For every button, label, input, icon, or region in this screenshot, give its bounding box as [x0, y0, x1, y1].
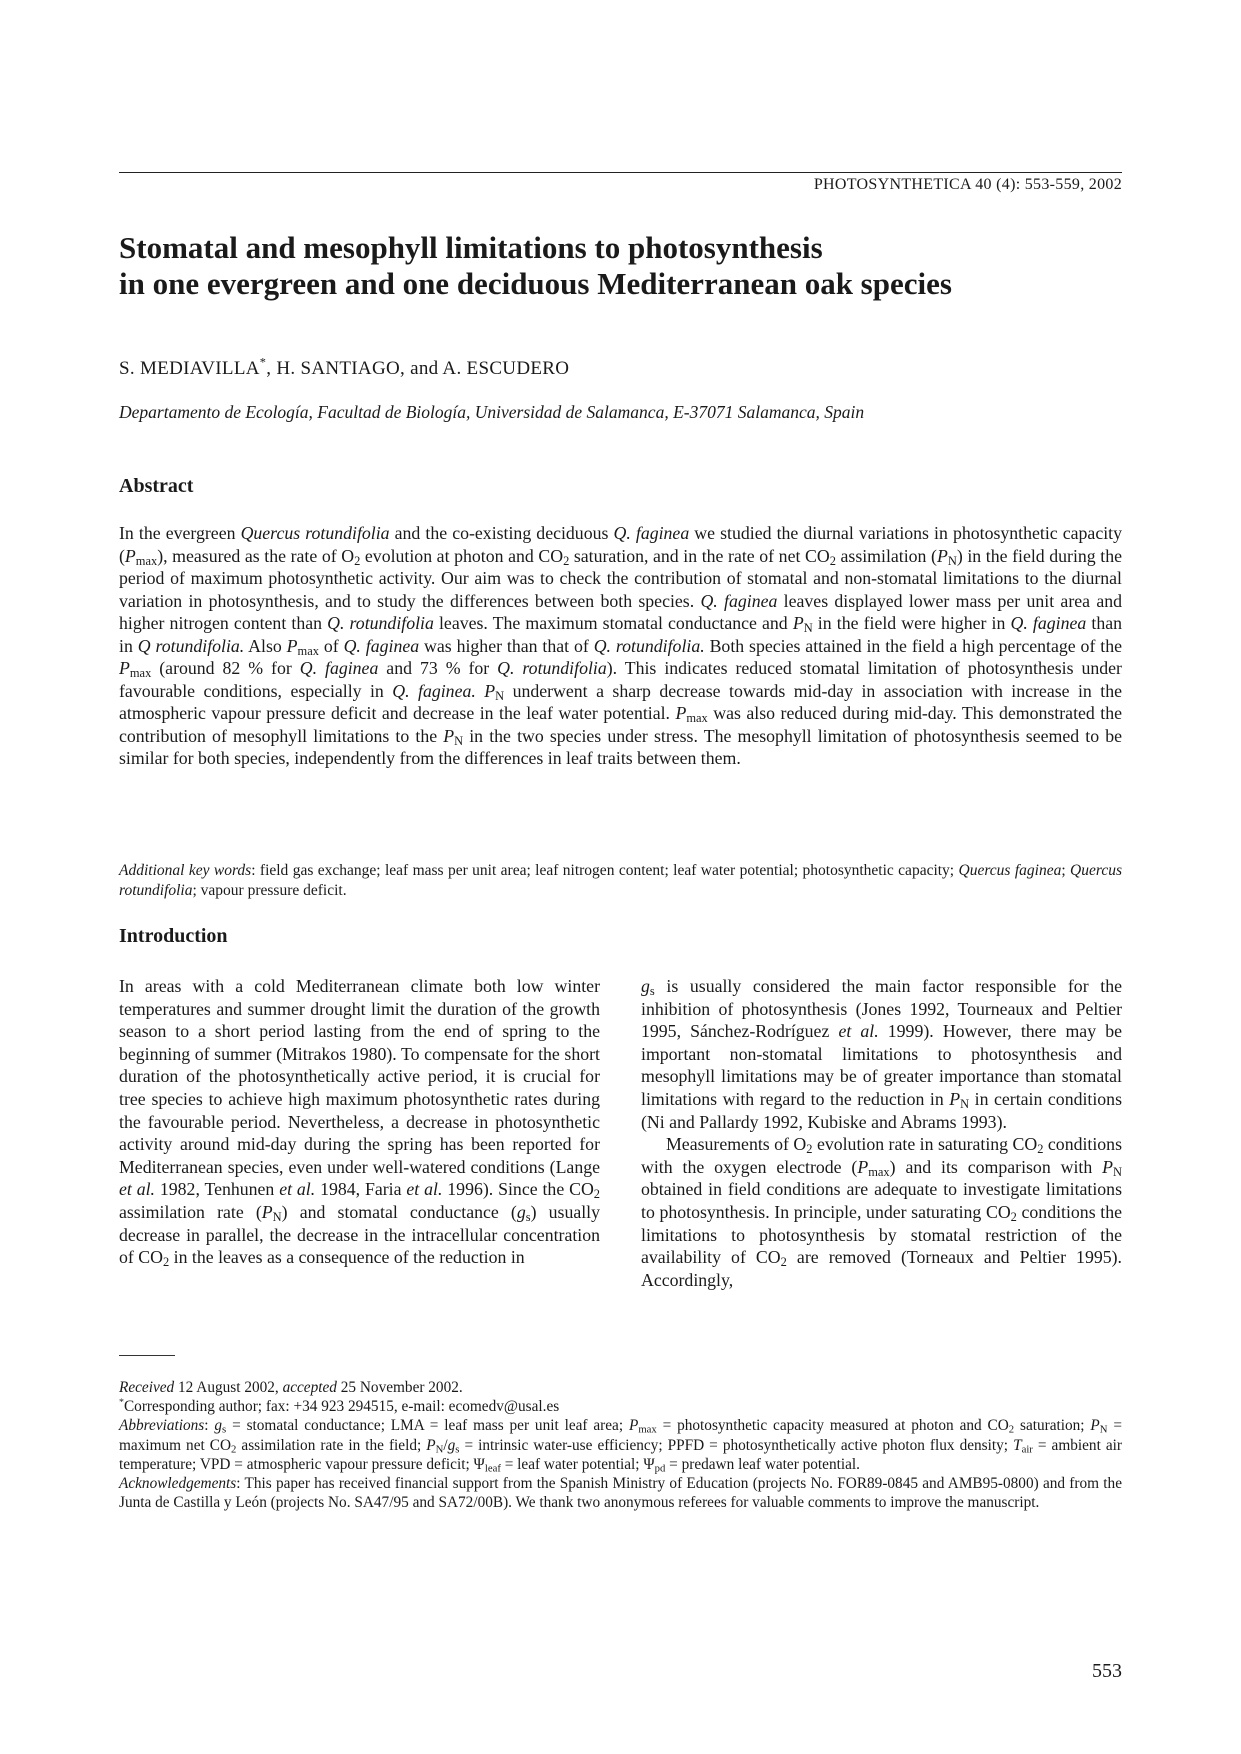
paper-title [119, 230, 1122, 302]
title-line-2: in one evergreen and one deciduous Mediterranean oak species [119, 266, 952, 301]
key-words-label: Additional key words [119, 862, 252, 879]
corresponding-author-note: *Corresponding author; fax: +34 923 294515, e-mail: ecomedv@usal.es [119, 1397, 560, 1416]
intro-column-left [119, 975, 600, 1269]
title-line-1: Stomatal and mesophyll limitations to photosynthesis [119, 230, 823, 265]
intro-column-right [641, 975, 1122, 1291]
abstract-heading: Abstract [119, 475, 194, 497]
author-1: S. MEDIAVILLA [119, 358, 260, 379]
introduction-heading: Introduction [119, 925, 228, 947]
intro-paragraph-1: In areas with a cold Mediterranean climate both low winter temperatures and summer drought limit the duration of the growth season to a short period lasting from the end of spring to the beginning of summer (Mitrakos 1980). To compensate for the short duration of the photosynthetically active period, it is crucial for tree species to achieve high maximum photosynthetic rates during the favourable period. Nevertheless, a decrease in photosynthetic activity around mid-day during the spring has been reported for Mediterranean species, even under well-watered conditions (Lange et al. 1982, Tenhunen et al. 1984, Faria et al. 1996). Since the $CO_2$ assimilation rate $(P_N)$ and stomatal conductance $(g_s)$ usually decrease in parallel, the decrease in the intracellular concentration of $CO_2$ in the leaves as a consequence of the reduction in [119, 976, 601, 1270]
footnote-rule [119, 1355, 175, 1356]
page-number: 553 [1092, 1660, 1122, 1682]
acknowledgements-note: Acknowledgements: This paper has received financial support from the Spanish Ministry of Education (projects No. FOR89-0845 and AMB95-0800) and from the Junta de Castilla y León (projects No. SA47/95 and SA72/00B). We thank two anonymous referees for valuable comments to improve the manuscript. [119, 1475, 1122, 1512]
author-list [119, 355, 570, 380]
intro-paragraph-1-cont: $g_s$ is usually considered the main factor responsible for the inhibition of photosynthesis (Jones 1992, Tourneaux and Peltier 1995, Sánchez-Rodríguez et al. 1999). However, there may be important non-stomatal limitations to photosynthesis and mesophyll limitations may be of greater importance than stomatal limitations with regard to the reduction in $P_N$ in certain conditions (Ni and Pallardy 1992, Kubiske and Abrams 1993). [641, 976, 1122, 1132]
intro-paragraph-2: Measurements of $O_2$ evolution rate in saturating $CO_2$ conditions with the oxygen electrode $(P_{max})$ and its comparison with $P_N$ obtained in field conditions are adequate to investigate limitations to photosynthesis. In principle, under saturating $CO_2$ conditions the limitations to photosynthesis by stomatal restriction of the availability of $CO_2$ are removed (Torneaux and Peltier 1995). Accordingly, [641, 1134, 1122, 1290]
received-note: Received 12 August 2002, accepted 25 November 2002. [119, 1379, 463, 1396]
key-words: Additional key words: field gas exchange; leaf mass per unit area; leaf nitrogen content; leaf water potential; photosynthetic capacity; Quercus faginea; Quercus rotundifolia; vapour pressure deficit. [119, 862, 1122, 899]
footnotes [119, 1378, 1122, 1512]
corresponding-mark: * [259, 355, 267, 370]
journal-reference: PHOTOSYNTHETICA 40 (4): 553-559, 2002 [813, 176, 1122, 193]
affiliation: Departamento de Ecología, Facultad de Biología, Universidad de Salamanca, E-37071 Salamanca, Spain [119, 402, 865, 422]
header-rule [119, 172, 1122, 173]
abbreviations-note: Abbreviations: $g_s$ = stomatal conductance; LMA = leaf mass per unit leaf area; $P_{max}$ = photosynthetic capacity measured at photon and $CO_2$ saturation; $P_N$ = maximum net $CO_2$ assimilation rate in the field; $P_N/g_s$ = intrinsic water-use efficiency; PPFD = photosynthetically active photon flux density; $T_{air}$ = ambient air temperature; VPD = atmospheric vapour pressure deficit; $\Psi_{leaf}$ = leaf water potential; $\Psi_{pd}$ = predawn leaf water potential. [119, 1417, 1123, 1475]
other-authors: , H. SANTIAGO, and A. ESCUDERO [266, 358, 570, 379]
abstract-text: In the evergreen Quercus rotundifolia and the co-existing deciduous Q. faginea we studied the diurnal variations in photosynthetic capacity $(P_{max})$, measured as the rate of $O_2$ evolution at photon and $CO_2$ saturation, and in the rate of net $CO_2$ assimilation $(P_N)$ in the field during the period of maximum photosynthetic activity. Our aim was to check the contribution of stomatal and non-stomatal limitations to the diurnal variation in photosynthesis, and to study the differences between both species. Q. faginea leaves displayed lower mass per unit area and higher nitrogen content than Q. rotundifolia leaves. The maximum stomatal conductance and $P_N$ in the field were higher in Q. faginea than in Q rotundifolia. Also $P_{max}$ of Q. faginea was higher than that of Q. rotundifolia. Both species attained in the field a high percentage of the $P_{max}$ (around 82 % for Q. faginea and 73 % for Q. rotundifolia). This indicates reduced stomatal limitation of photosynthesis under favourable conditions, especially in Q. faginea. $P_N$ underwent a sharp decrease towards mid-day in association with increase in the atmospheric vapour pressure deficit and decrease in the leaf water potential. $P_{max}$ was also reduced during mid-day. This demonstrated the contribution of mesophyll limitations to the $P_N$ in the two species under stress. The mesophyll limitation of photosynthesis seemed to be similar for both species, independently from the differences in leaf traits between them. [119, 523, 1122, 768]
